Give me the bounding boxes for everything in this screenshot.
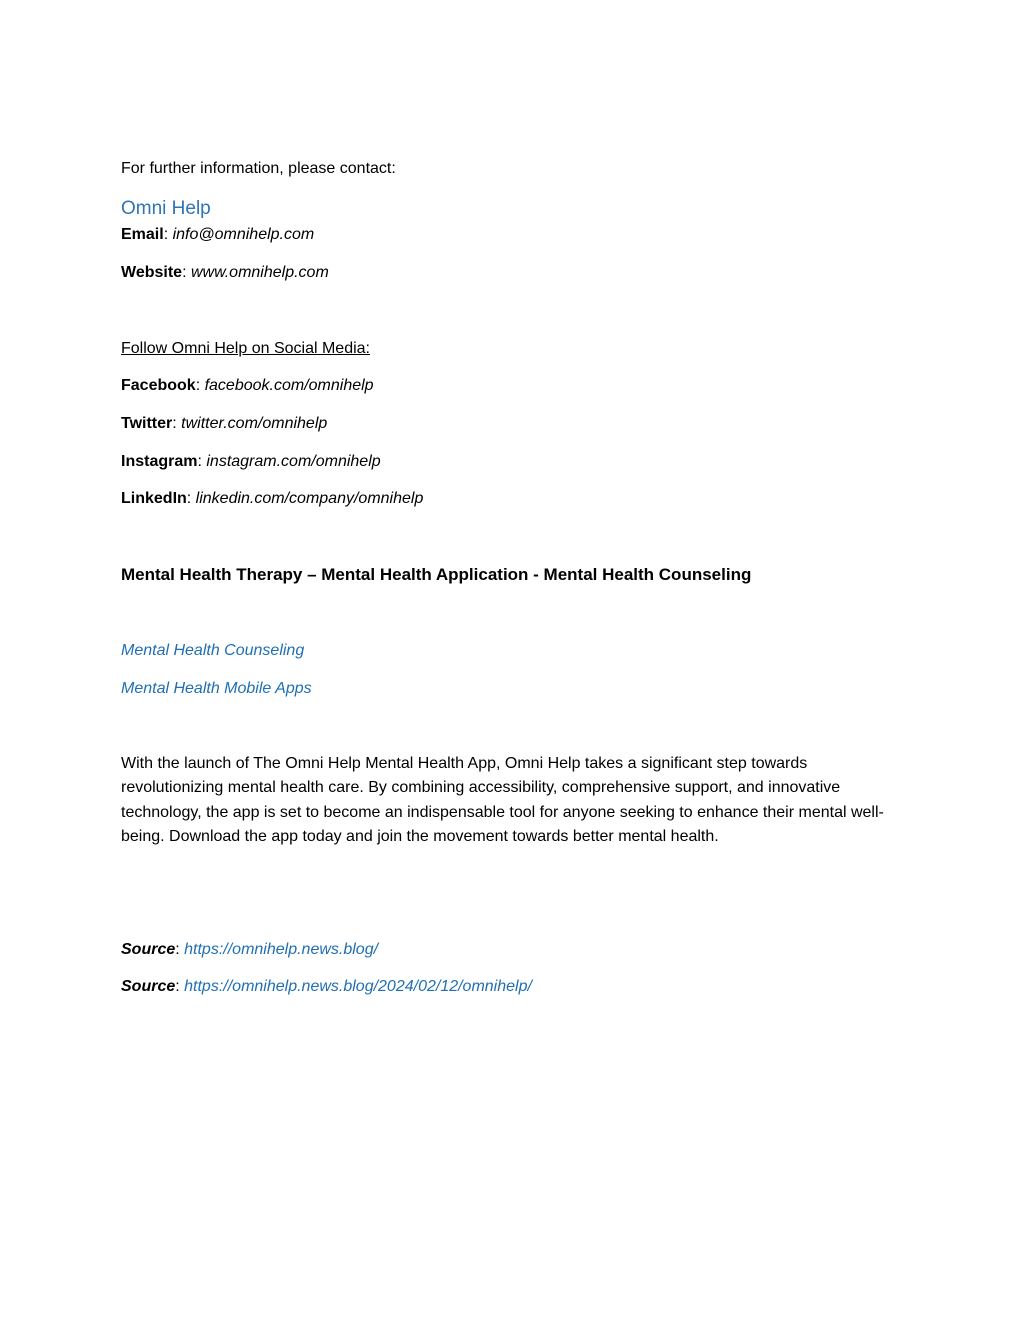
social-value: instagram.com/omnihelp bbox=[206, 453, 381, 470]
source-line bbox=[121, 975, 532, 999]
social-heading: Follow Omni Help on Social Media: bbox=[121, 340, 370, 357]
email-label: Email bbox=[121, 226, 164, 243]
source-link[interactable]: https://omnihelp.news.blog/ bbox=[184, 941, 379, 958]
link-line bbox=[121, 677, 312, 701]
social-item-linkedin bbox=[121, 487, 423, 511]
source-label: Source bbox=[121, 941, 176, 958]
colon: : bbox=[175, 978, 185, 995]
source-line bbox=[121, 938, 378, 962]
email-value: info@omnihelp.com bbox=[172, 226, 315, 243]
website-label: Website bbox=[121, 264, 183, 281]
social-value: twitter.com/omnihelp bbox=[181, 415, 328, 432]
social-value: facebook.com/omnihelp bbox=[204, 377, 374, 394]
mental-health-mobile-apps-link[interactable]: Mental Health Mobile Apps bbox=[121, 680, 312, 697]
colon: : bbox=[175, 941, 185, 958]
source-label: Source bbox=[121, 978, 176, 995]
colon: : bbox=[182, 264, 191, 281]
mental-health-counseling-link[interactable]: Mental Health Counseling bbox=[121, 642, 305, 659]
website-line bbox=[121, 261, 329, 285]
social-item-facebook bbox=[121, 374, 374, 398]
contact-intro: For further information, please contact: bbox=[121, 160, 396, 177]
colon: : bbox=[163, 226, 173, 243]
social-item-instagram bbox=[121, 450, 381, 474]
social-label: Twitter bbox=[121, 415, 173, 432]
email-line bbox=[121, 223, 314, 247]
colon: : bbox=[186, 490, 196, 507]
colon: : bbox=[195, 377, 205, 394]
body-paragraph: With the launch of The Omni Help Mental Health App, Omni Help takes a significant step towards revolutionizing mental health care. By combining accessibility, comprehensive support, and innovative technology, the app is set to become an indispensable tool for anyone seeking to enhance their mental well-being. Download the app today and join the movement towards better mental health. bbox=[121, 755, 884, 845]
social-value: linkedin.com/company/omnihelp bbox=[195, 490, 424, 507]
social-label: Facebook bbox=[121, 377, 196, 394]
section-title: Mental Health Therapy – Mental Health Application - Mental Health Counseling bbox=[121, 565, 752, 584]
website-value: www.omnihelp.com bbox=[190, 264, 329, 281]
colon: : bbox=[197, 453, 207, 470]
company-heading: Omni Help bbox=[121, 198, 211, 219]
social-label: LinkedIn bbox=[121, 490, 187, 507]
social-item-twitter bbox=[121, 412, 327, 436]
colon: : bbox=[172, 415, 182, 432]
link-line bbox=[121, 639, 304, 663]
social-label: Instagram bbox=[121, 453, 198, 470]
source-link[interactable]: https://omnihelp.news.blog/2024/02/12/omnihelp/ bbox=[184, 978, 532, 995]
